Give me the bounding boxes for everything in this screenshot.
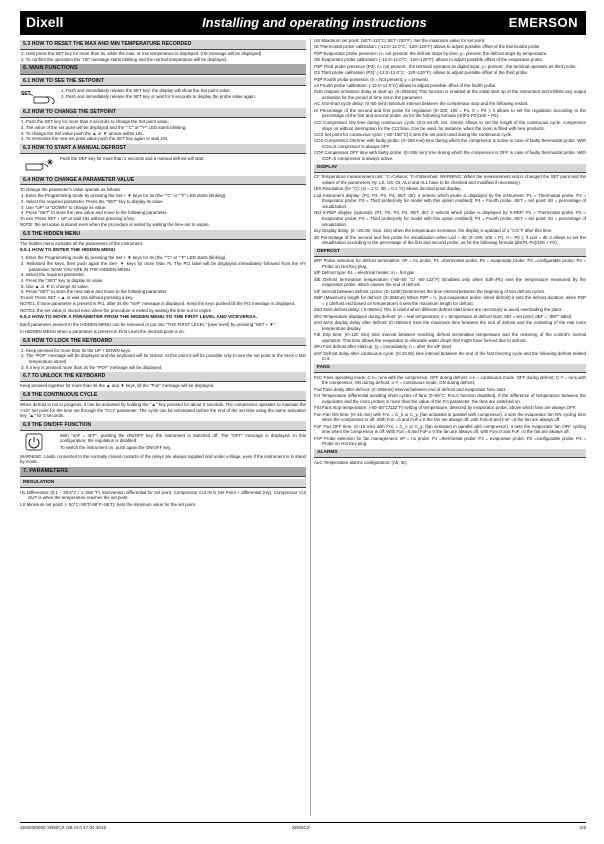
parameter-definition: dAd MAX display delay after defrost: (0÷255min) Sets the maximum time between the end of defrost and the restarting of the real room temperature display. [314, 320, 586, 331]
parameter-definition: P2P Evaporator probe presence: n= not present: the defrost stops by time; y= present: the defrost stops by temperature. [314, 50, 548, 56]
list-item: 2. Released the keys, then push again the Set+ ▼ keys for more than 7s. The Pr2 label will be displayed immediately followed from the HY parameter. NOW YOU ARE IN THE HIDDEN MENU. [21, 261, 306, 272]
page-footer [20, 822, 586, 832]
paragraph: To exit: Press SET + ▲ or wait 15s without pressing a key. [20, 294, 134, 300]
parameter-definition: Fdt Drip time: (0÷120 min) time interval between reaching defrost termination temperature and the restoring of the control's normal operation. This time allows the evaporator to eliminate water drops that might have formed due to defrost. [314, 332, 586, 343]
paragraph: To exit: Press SET + UP or wait 15s without pressing a key. [20, 215, 136, 221]
page-number: 2/5 [579, 825, 586, 830]
parameter-definition: COn Compressor ON time with faulty probe: (0÷255 min) time during which the compressor is active in case of faulty thermostat probe. With COn=0 compressor is always OFF. [314, 138, 586, 149]
parameter-definition: CF Temperature measurement unit: °C=Celsius; °F=Fahrenheit. WARNING: When the measurement unit is changed the SET point and the values of the parameters Hy, LS, US, Ot, ALU and ALL have to be checked and modified if necessary). [314, 174, 586, 185]
list-item: 2. The "POF" message will be displayed and the keyboard will be locked. At this point it will be possible only to see the set point or the MAX o Min temperature stored [21, 353, 306, 364]
section-heading-5-3: 5.3 HOW TO RESET THE MAX AND MIN TEMPERATURE RECORDED [20, 40, 306, 50]
parameter-definition: tdF Defrost type: EL = electrical heater; in = hot gas [314, 270, 415, 276]
display-heading: DISPLAY [314, 164, 586, 173]
parameter-definition: dSd Start defrost delay: ( 0÷99min) This is useful when different defrost start times are necessary to avoid overloading the plant. [314, 307, 563, 313]
parameter-definition: ALC Temperature alarms configuration: (Ab; rE) [314, 459, 407, 465]
list-item: 2. To confirm the operation the "rSt" message starts blinking and the normal temperature will be displayed. [21, 56, 228, 62]
paragraph: To change the parameter's value operate as follows: [20, 186, 122, 192]
defrost-key-row [20, 156, 306, 174]
parameter-definition: dFP Probe selection for defrost termination: nP = no probe; P1 =thermostat probe; P2 = evaporator probe; P3 =configurable probe; P4 = Probe on Hot Key plug. [314, 258, 586, 270]
parameter-definition: LS Minimum set point: (- 50°C÷SET/-58°F÷SET): Sets the minimum value for the set point. [20, 501, 196, 507]
list-item: 3. Select the required parameter. [21, 272, 85, 278]
parameter-definition: OdS Outputs activation delay at start up: (0÷255min) This function is enabled at the initial start up of the instrument and inhibits any output activation for the period of time set in the parameter. [314, 89, 586, 100]
paragraph: To switch the instrument on, push again the ON/OFF key. [60, 444, 172, 450]
list-item: 1. Enter the Programming mode by pressing the Set + ▼ keys for 3s (the "°C" or "°F" LED starts blinking). [21, 255, 227, 261]
dixell-logo: Dixell [26, 14, 64, 31]
defrost-key-icon [20, 156, 60, 174]
list-item: 3. If a key is pressed more than 3s the "POF" message will be displayed. [21, 364, 163, 370]
model-name: XR60CX [292, 825, 310, 830]
list-item: 1. Keep pressed for more than 3s the UP + DOWN keys. [21, 347, 132, 353]
emerson-logo: EMERSON [508, 14, 578, 30]
paragraph: Keep pressed together for more than 3s the ▲ and ▼ keys, till the "Pon" message will be displayed. [20, 383, 215, 389]
parameter-definition: Fnd Fans delay after defrost: (0÷255min) Interval between end of defrost and evaporator fans start. [314, 386, 507, 392]
parameter-definition: rtr Percentage of the second and first probe for regulation (0÷100; 100 = P1, 0 = P2 ): it allows to set the regulation according to the percentage of the first and second probe, as for the following formula (rtr(P1-P2)/100 + P2). [314, 107, 586, 119]
set-key-label: SET [21, 91, 31, 98]
parameter-definition: dLy Display delay: (0 ÷20.0m; risul. 10s) when the temperature increases, the display is updated of 1 °C/1°F after this time. [314, 228, 553, 234]
power-key-icon [20, 433, 60, 451]
warning-text: WARNING: Loads connected to the normally closed contacts of the relays are always supplied and under voltage, even if the instrument is in stand by mode. [20, 453, 306, 465]
section-heading-7: 7. PARAMETERS [20, 467, 306, 477]
section-heading-6-5: 6.5 THE HIDDEN MENU [20, 230, 306, 240]
section-heading-6: 6. MAIN FUNCTIONS [20, 64, 306, 74]
parameter-definition: FAP Probe selection for fan management: nP = no probe; P1 =thermostat probe; P2 = evaporator probe; P3 =configurable probe; P4 = Probe on Hot Key plug. [314, 435, 586, 447]
parameter-definition: COF Compressor OFF time with faulty probe: (0÷255 min) time during which the compressor is OFF in case of faulty thermostat probe. With COF=0 compressor is always active. [314, 150, 586, 162]
onoff-key-row [20, 433, 306, 452]
parameter-definition: rES Resolution (for °C): (in = 1°C; dE = 0.1 °C) allows decimal point display. [314, 186, 462, 192]
section-heading-6-7: 6.7 TO UNLOCK THE KEYBOARD [20, 372, 306, 382]
list-item: 4. Press "SET" to store the new value and move to the following parameter. [21, 210, 168, 216]
parameter-definition: FSt Fans stop temperature: (-50÷50°C/122°F) setting of temperature, detected by evaporator probe, above which fans are always OFF. [314, 405, 577, 411]
section-heading-6-9: 6.9 THE ON/OFF FUNCTION [20, 421, 306, 431]
parameter-definition: Lod Instrument display: (P1; P2, P3, P4, SET, dtr): it selects which probe is displayed by the instrument: P1 = Thermostat probe; P2 = Evaporator probe; P3 = Third probe(only for model with this option enabled); P4 = Fourth probe, SET = set point; dtr = percentage of visualization. [314, 192, 586, 209]
header-banner [20, 11, 586, 35]
parameter-definition: O3 Third probe calibration (P3): (-12.0÷12.0°C; -120÷120°F). allows to adjust possible offset of the third probe. [314, 70, 529, 76]
fans-heading: FANS [314, 364, 586, 373]
parameter-definition: P3P Third probe presence (P3): n= not present:, the terminal operates as digital input; y= present:, the terminal operates as third probe. [314, 63, 577, 69]
list-item: 4. To memorise the new set point value push the SET key again or wait 10s. [21, 136, 169, 142]
list-item: 1. Push the SET key for more than 2 seconds to change the Set point value; [21, 119, 169, 125]
paragraph: With "onF = oFF", pushing the ON/OFF key, the instrument is switched off. The "OFF" message is displayed. In this configuration, the regulation is disabled. [60, 432, 306, 444]
section-heading-6-6: 6.6 HOW TO LOCK THE KEYBOARD [20, 337, 306, 347]
section-heading-6-8: 6.8 THE CONTINUOUS CYCLE [20, 391, 306, 401]
parameter-definition: dtE Defrost termination temperature: (-50÷50 °C/ -58÷122°F) (Enabled only when EdF=Pb) sets the temperature measured by the evaporator probe, which causes the end of defrost. [314, 276, 586, 288]
list-item: 1. Enter the Programming mode by pressing the Set + ▼ keys for 3s (the "°C" or "°F" LED starts blinking). [21, 193, 227, 199]
right-column [314, 38, 586, 816]
list-item: 2. Push and immediately release the SET key or wait for 5 seconds to display the probe value again. [61, 93, 256, 99]
paragraph: The hidden menu includes all the parameters of the instrument. [20, 241, 144, 247]
paragraph: When defrost is not in progress, it can be activated by holding the "▲" key pressed for about 3 seconds. The compressor operates to maintain the "ccS" set point for the time set through the "CCt" parameter. The cycle can be terminated before the end of the set time using the same activation key "▲" for 3 seconds. [20, 402, 306, 419]
paragraph: Each parameter present in the HIDDEN MENU can be removed or put into "THE FIRST LEVEL" (user level) by pressing "SET + ▼". [20, 322, 277, 328]
parameter-definition: US Maximum set point: (SET÷110°C/ SET÷230°F). Set the maximum value for set point. [314, 38, 486, 43]
list-item: 3. Use "UP" or "DOWN" to change its value. [21, 204, 107, 210]
parameter-definition: Hy Differential: (0,1 ÷ 25,5°C / 1÷255 °F) Intervention differential for set point. Compressor Cut IN is Set Point + differential (Hy). Compressor Cut OUT is when the temperature reaches the set point. [20, 489, 306, 501]
parameter-definition: Ot Thermostat probe calibration: (-12.0÷12.0°C; -120÷120°F) allows to adjust possible offset of the thermostat probe. [314, 44, 541, 50]
parameter-definition: dtr Percentage of the second and first probe for visualization when Lod = dtr (0÷100; 100 = P1, 0 = P2 ): if Lod = dtr it allows to set the visualization according to the percentage of the first and second probe, as for the following formula (dtr(P1-P2)/100 + P2). [314, 234, 586, 246]
parameter-definition: dAF Defrost delay after continuous cycle: (0÷23.5h) time interval between the end of the fast freezing cycle and the following defrost related to it. [314, 350, 586, 362]
section-heading-6-4: 6.4 HOW TO CHANGE A PARAMETER VALUE [20, 176, 306, 186]
subsection-heading: 6.5.1 HOW TO ENTER THE HIDDEN MENU [20, 248, 116, 254]
parameter-definition: CCt Compressor ON time during continuous cycle: (0.0÷24.0h; res. 10min) Allows to set the length of the continuous cycle: compressor stays on without interruption for the CCt time. Can be used, for instance, when the room is filled with new products. [314, 119, 586, 131]
parameter-definition: P4P Fourth probe presence: (n = Not present; y = present). [314, 76, 429, 82]
set-key-icon [20, 88, 60, 106]
list-item: 5. Use ▲ or ▼ to change its value. [21, 283, 89, 289]
note: NOTE2: the set value is stored even when the procedure is exited by waiting the time-out to expire. [20, 308, 213, 314]
list-item: 1. Hold press the SET key for more than 3s, while the max. or min temperature is displayed. (rSt message will be displayed) [21, 51, 262, 57]
list-item: 4. Press the "SET" key to display its value [21, 277, 103, 283]
parameter-definition: AC Anti-short cycle delay: (0÷50 min) minimum interval between the compressor stop and the following restart. [314, 101, 529, 107]
list-item: 2. The value of the set point will be displayed and the "°C" or "°F" LED starts blinking; [21, 125, 187, 130]
parameter-definition: MdF (Maximum) length for defrost: (0÷255min) When P2P = n, (not evaporator probe: timed defrost) it sets the defrost duration, when P2P = y (defrost end based on temperature) it sets the maximum length for defrost. [314, 295, 586, 306]
document-code: 1592020060 XR60CX GB r4.0 17.04.2015 [20, 825, 107, 830]
parameter-definition: o4 Fourth probe calibration: (-12.0÷12.0°C) allows to adjust possible offset of the fourth probe. [314, 82, 497, 88]
parameter-definition: rEd X-REP display (optional): (P1; P2, P3, P4, SET, dtr): it selects which probe is displayed by X-REP: P1 = Thermostat probe; P2 = Evaporator probe; P3 = Third probe(only for model with this option enabled); P4 = Fourth probe, SET = set point; dtr = percentage of visualization. [314, 210, 586, 227]
parameter-definition: dPo First defrost after start-up: (y = immediately; n = after the IdF time) [314, 344, 452, 350]
left-column [20, 38, 306, 816]
list-item: 3. To change the Set value push the ▲ or ▼ arrows within 10s. [21, 130, 144, 136]
parameter-definition: Fct Temperature differential avoiding short cycles of fans (0÷59°C; Fct=0 function disabled). If the difference of temperature between the evaporator and the room probes is more than the value of the Fct parameter, the fans are switched on. [314, 393, 586, 404]
parameter-definition: IdF Interval between defrost cycles: (0÷120h) Determines the time interval between the beginning of two defrost cycles. [314, 288, 546, 294]
list-item: 1. Push and immediately release the SET key: the display will show the Set point value; [61, 88, 231, 94]
alarms-heading: ALARMS [314, 449, 586, 458]
parameter-definition: OE Evaporator probe calibration: (-12.0÷12.0°C; -120÷120°F). allows to adjust possible offset of the evaporator probe. [314, 57, 544, 63]
parameter-definition: FoF Fan OFF time: (0÷15 min) with Fnc = C_n or C_y, (fan activated in parallel with compressor). it sets the evaporator fan OFF cycling time when the compressor is off. With Fon =0 and FoF ≠ 0 the fan are always off, with Fon=0 and FoF =0 the fan are always off. [314, 423, 586, 435]
defrost-heading: DEFROST [314, 248, 586, 257]
list-item: 2. Select the required parameter. Press the "SET" key to display its value [21, 198, 163, 204]
parameter-definition: CCS Set point for continuous cycle: (-50÷150°C) it sets the set point used during the continuous cycle. [314, 131, 513, 137]
parameter-definition: FnC Fans operating mode: C-n= runs with the compressor, OFF during defrost; o-n = continuous mode, OFF during defrost; C-Y = runs with the compressor, ON during defrost; o-Y = continuous mode, ON during defrost; [314, 374, 586, 386]
parameter-definition: Fon Fan ON time: (0÷15 min) with Fnc = C_n or C_y, (fan activated in parallel with compressor). it sets the evaporator fan ON cycling time when the compressor is off. With Fon =0 and FoF ≠ 0 the fan are always off, with Fon=0 and FoF =0 the fan are always off. [314, 411, 586, 423]
column-divider [310, 38, 311, 816]
paragraph: In HIDDEN MENU when a parameter is present in First Level the decimal point is on. [20, 328, 185, 334]
section-heading-6-3: 6.3 HOW TO START A MANUAL DEFROST [20, 144, 306, 154]
document-title: Installing and operating instructions [202, 14, 427, 30]
section-heading-6-1: 6.1 HOW TO SEE THE SETPOINT [20, 77, 306, 87]
set-key-row [20, 88, 306, 106]
parameter-definition: dFd Temperature displayed during defrost: (rt = real temperature; it = temperature at defrost start; SEt = set point; dEF = "dEF" label) [314, 313, 572, 319]
note: NOTE1: if none parameter is present in Pr1, after 3s the "noP" message is displayed. Keep the keys pushed till the Pr2 message is displayed. [20, 301, 296, 307]
section-heading-6-2: 6.2 HOW TO CHANGE THE SETPOINT [20, 108, 306, 118]
note: NOTE: the set value is stored even when the procedure is exited by waiting the time-out to expire. [20, 222, 210, 228]
paragraph: Push the DEF key for more than 2 seconds and a manual defrost will start. [60, 155, 205, 161]
list-item: 6. Press "SET" to store the new value and move to the following parameter. [21, 289, 168, 295]
subsection-heading: 6.5.2 HOW TO MOVE A PARAMETER FROM THE HIDDEN MENU TO THE FIRST LEVEL AND VICEVERSA. [20, 315, 258, 321]
regulation-heading: REGULATION [20, 479, 306, 488]
